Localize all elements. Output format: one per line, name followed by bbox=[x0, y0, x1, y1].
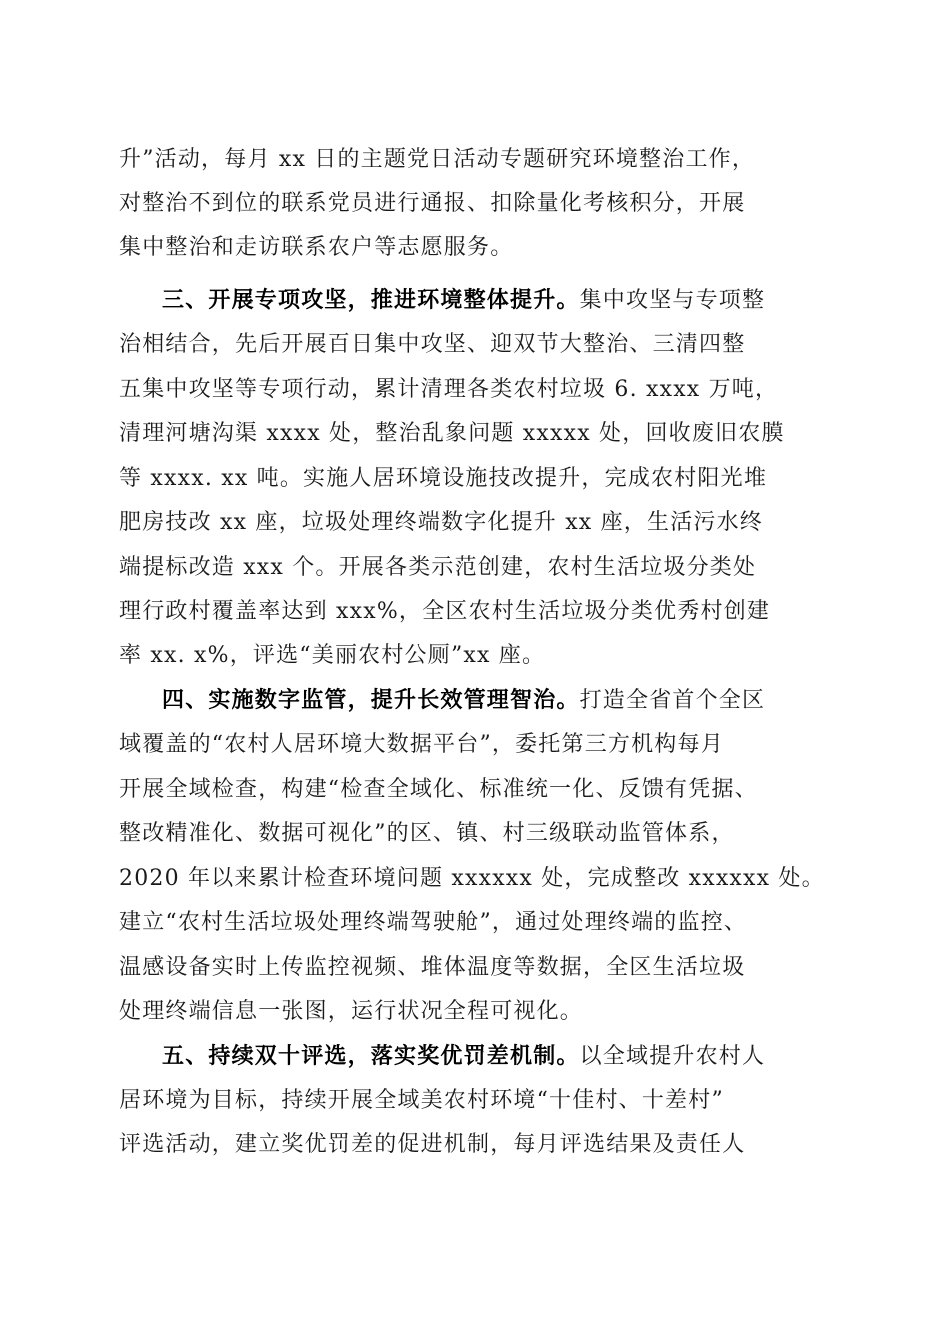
paragraph-line: 评选活动，建立奖优罚差的促进机制，每月评选结果及责任人 bbox=[119, 1132, 746, 1157]
section-4-first-line bbox=[162, 683, 839, 719]
paragraph-line: 处理终端信息一张图，运行状况全程可视化。 bbox=[119, 999, 584, 1024]
section-4-heading: 四、实施数字监管，提升长效管理智治。 bbox=[162, 688, 580, 713]
section-3-heading: 三、开展专项攻坚，推进环境整体提升。 bbox=[162, 288, 580, 313]
paragraph-line: 对整治不到位的联系党员进行通报、扣除量化考核积分，开展 bbox=[119, 191, 746, 216]
paragraph-line: 清理河塘沟渠 xxxx 处，整治乱象问题 xxxxx 处，回收废旧农膜 bbox=[119, 421, 785, 446]
paragraph-line: 整改精准化、数据可视化”的区、镇、村三级联动监管体系， bbox=[119, 821, 735, 846]
section-4-first-line-text: 打造全省首个全区 bbox=[579, 688, 766, 713]
section-5-first-line bbox=[162, 1039, 839, 1075]
section-3-first-line-text: 集中攻坚与专项整 bbox=[579, 288, 766, 313]
paragraph-line: 五集中攻坚等专项行动，累计清理各类农村垃圾 6. xxxx 万吨， bbox=[119, 377, 779, 402]
paragraph-line: 2020 年以来累计检查环境问题 xxxxxx 处，完成整改 xxxxxx 处。 bbox=[119, 866, 825, 891]
section-5-heading: 五、持续双十评选，落实奖优罚差机制。 bbox=[162, 1044, 580, 1069]
section-3-first-line bbox=[162, 283, 839, 319]
paragraph-line: 域覆盖的“农村人居环境大数据平台”，委托第三方机构每月 bbox=[119, 732, 724, 757]
paragraph-line: 理行政村覆盖率达到 xxx%，全区农村生活垃圾分类优秀村创建 bbox=[119, 599, 771, 624]
paragraph-line: 升”活动，每月 xx 日的主题党日活动专题研究环境整治工作， bbox=[119, 147, 756, 172]
paragraph-line: 治相结合，先后开展百日集中攻坚、迎双节大整治、三清四整 bbox=[119, 332, 746, 357]
paragraph-line: 集中整治和走访联系农户等志愿服务。 bbox=[119, 235, 514, 260]
paragraph-line: 端提标改造 xxx 个。开展各类示范创建，农村生活垃圾分类处 bbox=[119, 555, 757, 580]
paragraph-line: 建立“农村生活垃圾处理终端驾驶舱”，通过处理终端的监控、 bbox=[119, 910, 748, 935]
paragraph-line: 居环境为目标，持续开展全域美农村环境“十佳村、十差村” bbox=[119, 1088, 724, 1113]
paragraph-line: 开展全域检查，构建“检查全域化、标准统一化、反馈有凭据、 bbox=[119, 777, 758, 802]
paragraph-line: 肥房技改 xx 座，垃圾处理终端数字化提升 xx 座，生活污水终 bbox=[119, 510, 764, 535]
paragraph-line: 等 xxxx. xx 吨。实施人居环境设施技改提升，完成农村阳光堆 bbox=[119, 466, 768, 491]
section-5-first-line-text: 以全域提升农村人 bbox=[579, 1044, 766, 1069]
paragraph-line: 率 xx. x%，评选“美丽农村公厕”xx 座。 bbox=[119, 643, 546, 668]
paragraph-line: 温感设备实时上传监控视频、堆体温度等数据，全区生活垃圾 bbox=[119, 955, 746, 980]
